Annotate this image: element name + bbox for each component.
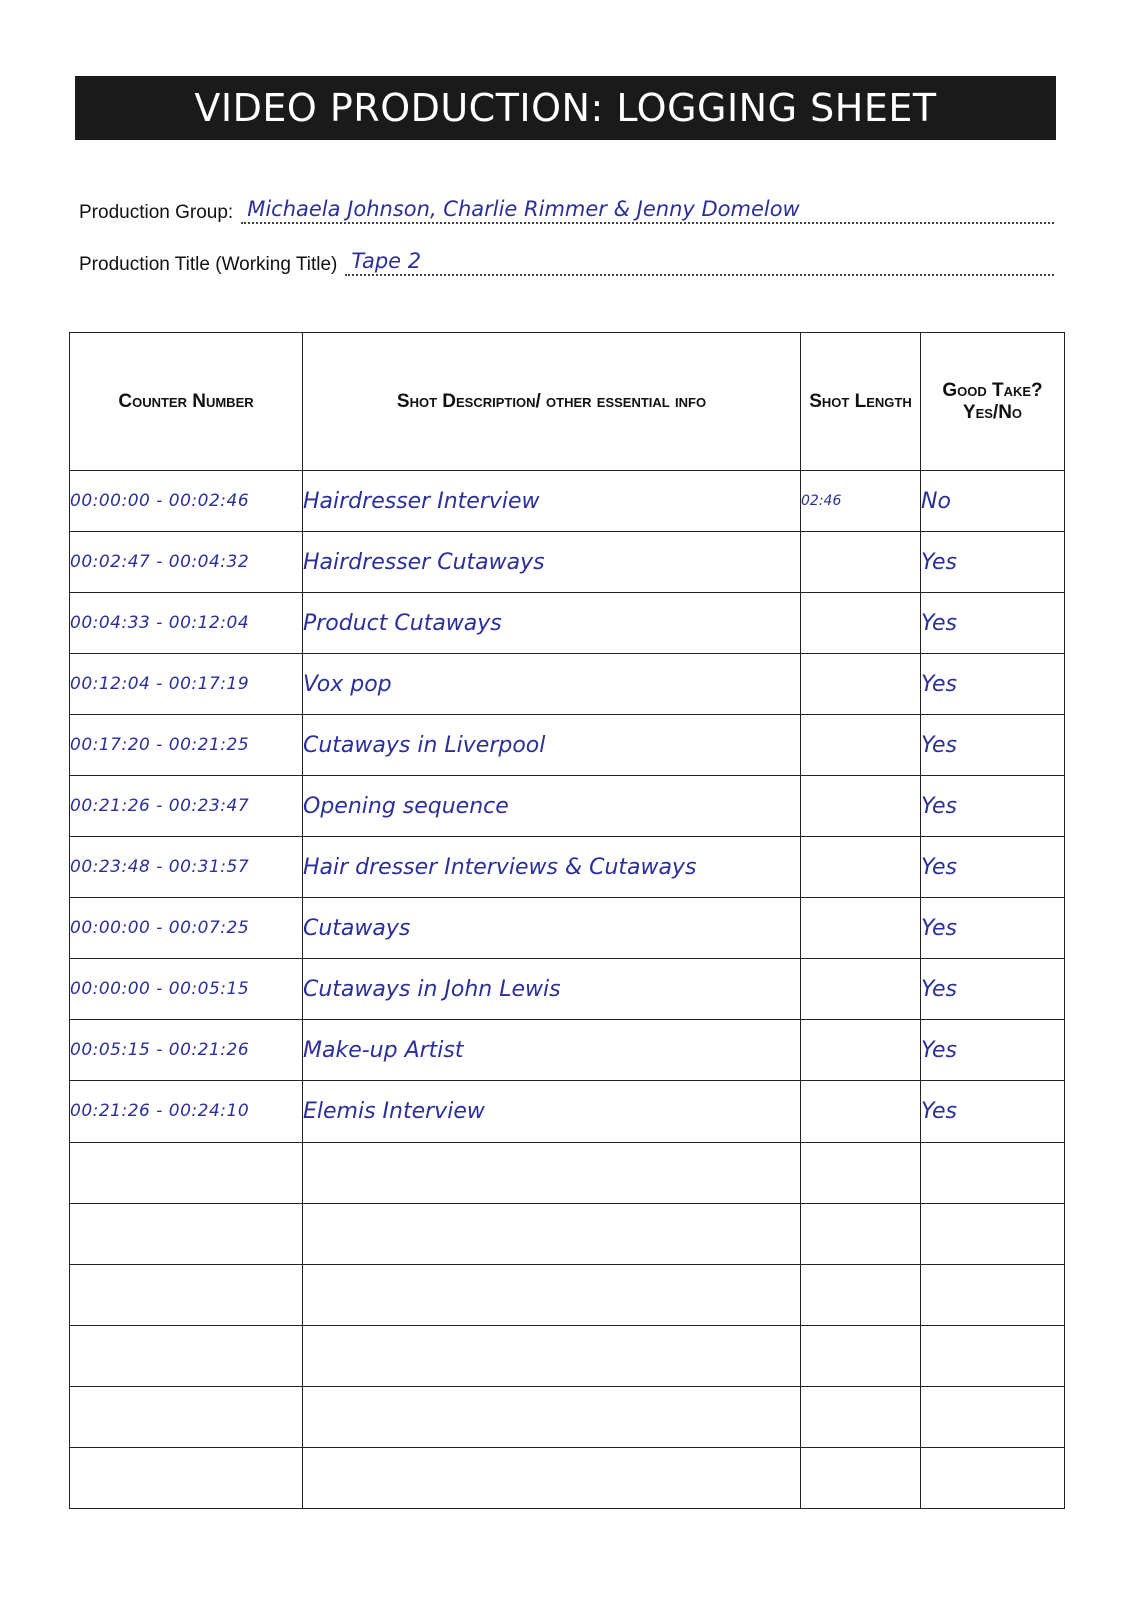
- logging-table: [69, 332, 1065, 1509]
- shot-length-cell: [801, 593, 921, 654]
- production-title-line: [345, 248, 1054, 276]
- shot-length-cell: [801, 1081, 921, 1142]
- shot-length-cell: [801, 532, 921, 593]
- empty-cell: [921, 1447, 1065, 1508]
- empty-cell: [70, 1203, 303, 1264]
- description-cell: Cutaways: [303, 898, 801, 959]
- description-cell: Vox pop: [303, 654, 801, 715]
- table-row: [70, 898, 1065, 959]
- production-group-line: [241, 196, 1054, 224]
- empty-cell: [70, 1325, 303, 1386]
- header-good-take: Good Take? Yes/No: [921, 333, 1065, 471]
- empty-cell: [70, 1264, 303, 1325]
- counter-cell: 00:12:04 - 00:17:19: [70, 654, 303, 715]
- production-group-label: Production Group:: [79, 202, 234, 223]
- empty-cell: [921, 1325, 1065, 1386]
- production-group-field: [79, 196, 1054, 224]
- counter-cell: 00:00:00 - 00:07:25: [70, 898, 303, 959]
- empty-cell: [921, 1386, 1065, 1447]
- shot-length-cell: [801, 959, 921, 1020]
- table-row: [70, 1020, 1065, 1081]
- good-take-cell: Yes: [921, 837, 1065, 898]
- shot-length-cell: [801, 898, 921, 959]
- header-shot-description: Shot Description/ other essential info: [303, 333, 801, 471]
- header-counter-number: Counter Number: [70, 333, 303, 471]
- empty-row: [70, 1264, 1065, 1325]
- empty-cell: [303, 1386, 801, 1447]
- empty-cell: [921, 1264, 1065, 1325]
- good-take-cell: Yes: [921, 532, 1065, 593]
- shot-length-cell: [801, 837, 921, 898]
- good-take-cell: Yes: [921, 776, 1065, 837]
- good-take-cell: Yes: [921, 593, 1065, 654]
- production-title-label: Production Title (Working Title): [79, 254, 338, 275]
- empty-cell: [921, 1203, 1065, 1264]
- description-cell: Product Cutaways: [303, 593, 801, 654]
- description-cell: Elemis Interview: [303, 1081, 801, 1142]
- empty-cell: [801, 1142, 921, 1203]
- good-take-cell: Yes: [921, 1020, 1065, 1081]
- table-row: [70, 959, 1065, 1020]
- empty-row: [70, 1447, 1065, 1508]
- shot-length-cell: [801, 654, 921, 715]
- counter-cell: 00:04:33 - 00:12:04: [70, 593, 303, 654]
- counter-cell: 00:21:26 - 00:24:10: [70, 1081, 303, 1142]
- good-take-cell: No: [921, 471, 1065, 532]
- empty-cell: [801, 1203, 921, 1264]
- empty-cell: [303, 1325, 801, 1386]
- empty-cell: [801, 1447, 921, 1508]
- empty-cell: [70, 1386, 303, 1447]
- empty-row: [70, 1203, 1065, 1264]
- empty-cell: [303, 1142, 801, 1203]
- table-row: [70, 715, 1065, 776]
- counter-cell: 00:00:00 - 00:02:46: [70, 471, 303, 532]
- table-row: [70, 654, 1065, 715]
- title-banner: [75, 76, 1056, 140]
- description-cell: Cutaways in John Lewis: [303, 959, 801, 1020]
- description-cell: Cutaways in Liverpool: [303, 715, 801, 776]
- counter-cell: 00:02:47 - 00:04:32: [70, 532, 303, 593]
- production-group-value: Michaela Johnson, Charlie Rimmer & Jenny Domelow: [247, 197, 800, 221]
- empty-row: [70, 1386, 1065, 1447]
- shot-length-cell: [801, 776, 921, 837]
- empty-cell: [801, 1325, 921, 1386]
- counter-cell: 00:00:00 - 00:05:15: [70, 959, 303, 1020]
- production-title-field: [79, 248, 1054, 276]
- empty-row: [70, 1325, 1065, 1386]
- table-row: [70, 776, 1065, 837]
- empty-cell: [70, 1447, 303, 1508]
- good-take-cell: Yes: [921, 898, 1065, 959]
- production-title-value: Tape 2: [351, 249, 422, 273]
- empty-cell: [303, 1447, 801, 1508]
- shot-length-cell: 02:46: [801, 471, 921, 532]
- good-take-cell: Yes: [921, 959, 1065, 1020]
- counter-cell: 00:05:15 - 00:21:26: [70, 1020, 303, 1081]
- counter-cell: 00:23:48 - 00:31:57: [70, 837, 303, 898]
- description-cell: Opening sequence: [303, 776, 801, 837]
- table-row: [70, 593, 1065, 654]
- description-cell: Hairdresser Cutaways: [303, 532, 801, 593]
- empty-cell: [921, 1142, 1065, 1203]
- table-row: [70, 837, 1065, 898]
- table-header-row: [70, 333, 1065, 471]
- empty-cell: [70, 1142, 303, 1203]
- empty-row: [70, 1142, 1065, 1203]
- table-row: [70, 471, 1065, 532]
- empty-cell: [303, 1203, 801, 1264]
- table-row: [70, 1081, 1065, 1142]
- description-cell: Make-up Artist: [303, 1020, 801, 1081]
- good-take-cell: Yes: [921, 654, 1065, 715]
- table-row: [70, 532, 1065, 593]
- counter-cell: 00:17:20 - 00:21:25: [70, 715, 303, 776]
- shot-length-cell: [801, 1020, 921, 1081]
- empty-cell: [801, 1264, 921, 1325]
- good-take-cell: Yes: [921, 715, 1065, 776]
- good-take-cell: Yes: [921, 1081, 1065, 1142]
- counter-cell: 00:21:26 - 00:23:47: [70, 776, 303, 837]
- empty-cell: [303, 1264, 801, 1325]
- empty-cell: [801, 1386, 921, 1447]
- page-title: VIDEO PRODUCTION: LOGGING SHEET: [194, 86, 937, 130]
- description-cell: Hairdresser Interview: [303, 471, 801, 532]
- shot-length-cell: [801, 715, 921, 776]
- description-cell: Hair dresser Interviews & Cutaways: [303, 837, 801, 898]
- header-shot-length: Shot Length: [801, 333, 921, 471]
